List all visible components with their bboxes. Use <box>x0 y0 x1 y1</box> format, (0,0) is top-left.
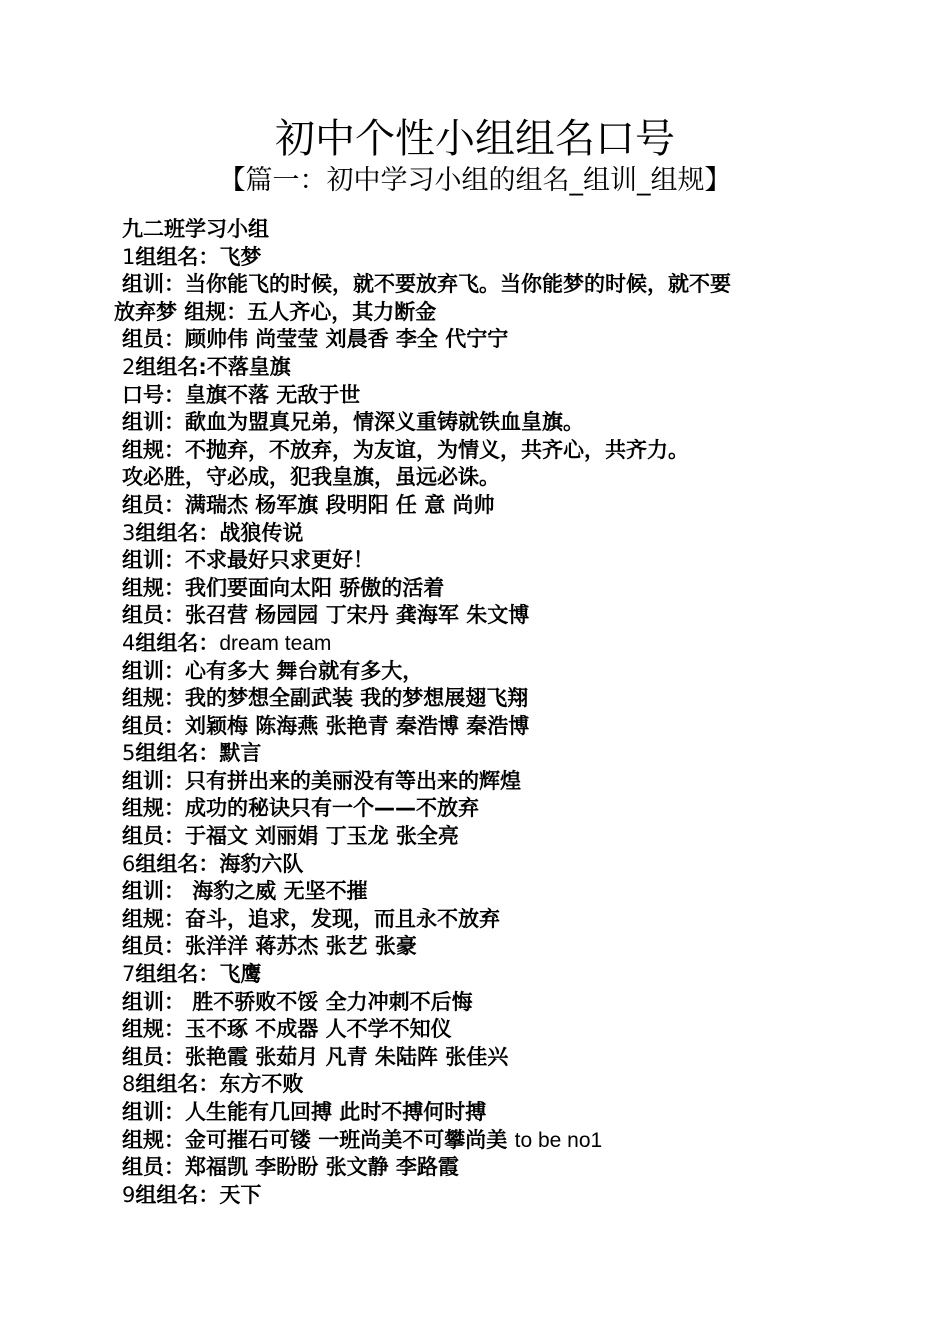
document-title: 初中个性小组组名口号 <box>275 116 675 162</box>
document-body <box>114 216 834 1209</box>
group-rules: 组规：奋斗，追求，发现，而且永不放弃 <box>122 906 500 931</box>
group-motto: 组训：当你能飞的时候，就不要放弃飞。当你能梦的时候，就不要 <box>122 272 731 297</box>
group-members: 组员：张召营 杨园园 丁宋丹 龚海军 朱文博 <box>122 603 530 628</box>
group-members: 组员：郑福凯 李盼盼 张文静 李路霞 <box>122 1155 459 1180</box>
group-name: 4组组名：dream team <box>122 630 332 655</box>
group-motto: 组训：只有拼出来的美丽没有等出来的辉煌 <box>122 768 521 793</box>
group-members: 组员：满瑞杰 杨军旗 段明阳 任 意 尚帅 <box>122 492 495 517</box>
group-name: 2组组名:不落皇旗 <box>122 354 291 379</box>
group-name: 1组组名：飞梦 <box>122 244 262 269</box>
group-members: 组员：张洋洋 蒋苏杰 张艺 张豪 <box>122 934 417 959</box>
group-members: 组员：于福文 刘丽娟 丁玉龙 张全亮 <box>122 824 459 849</box>
group-motto: 组训：歃血为盟真兄弟，情深义重铸就铁血皇旗。 <box>122 410 584 435</box>
group-motto: 组训： 胜不骄败不馁 全力冲刺不后悔 <box>122 989 473 1014</box>
group-rules: 组规：我的梦想全副武装 我的梦想展翅飞翔 <box>122 686 529 711</box>
group-members: 组员：刘颖梅 陈海燕 张艳青 秦浩博 秦浩博 <box>122 713 530 738</box>
group-slogan: 口号：皇旗不落 无敌于世 <box>122 382 361 407</box>
group-name: 7组组名：飞鹰 <box>122 962 262 987</box>
group-motto: 组训：不求最好只求更好！ <box>122 548 374 573</box>
group-rules: 组规：金可摧石可镂 一班尚美不可攀尚美 to be no1 <box>122 1127 603 1152</box>
group-name: 5组组名：默言 <box>122 741 262 766</box>
document-subtitle: 【篇一：初中学习小组的组名_组训_组规】 <box>218 165 732 196</box>
group-rules-continued: 攻必胜，守必成，犯我皇旗，虽远必诛。 <box>122 465 500 490</box>
class-heading: 九二班学习小组 <box>122 217 269 241</box>
group-motto: 组训： 海豹之威 无坚不摧 <box>122 879 368 904</box>
group-name: 9组组名：天下 <box>122 1182 262 1207</box>
group-name: 6组组名：海豹六队 <box>122 851 304 876</box>
group-name: 3组组名：战狼传说 <box>122 520 304 545</box>
group-motto: 组训：人生能有几回搏 此时不搏何时搏 <box>122 1100 487 1124</box>
group-members: 组员：顾帅伟 尚莹莹 刘晨香 李全 代宁宁 <box>122 327 509 352</box>
group-motto: 组训：心有多大 舞台就有多大， <box>122 658 424 683</box>
group-motto-continued: 放弃梦 组规：五人齐心，其力断金 <box>114 299 437 324</box>
group-name: 8组组名：东方不败 <box>122 1072 304 1097</box>
group-rules: 组规：我们要面向太阳 骄傲的活着 <box>122 575 445 600</box>
group-members: 组员：张艳霞 张茹月 凡青 朱陆阵 张佳兴 <box>122 1044 509 1069</box>
group-rules: 组规：成功的秘诀只有一个——不放弃 <box>122 796 479 821</box>
group-rules: 组规：不抛弃，不放弃，为友谊，为情义，共齐心，共齐力。 <box>122 437 689 462</box>
group-rules: 组规：玉不琢 不成器 人不学不知仪 <box>122 1017 452 1042</box>
